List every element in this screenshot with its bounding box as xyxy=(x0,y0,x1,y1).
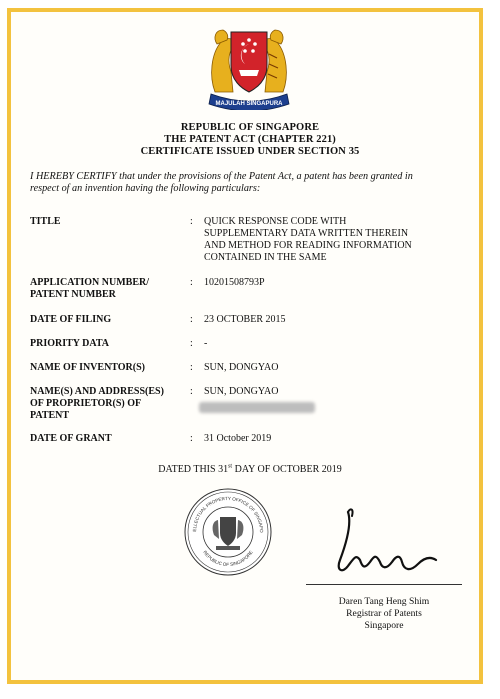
priority-data-value: - xyxy=(204,338,208,349)
dated-line: DATED THIS 31st DAY OF OCTOBER 2019 xyxy=(158,463,342,475)
crest-motto: MAJULAH SINGAPURA xyxy=(215,101,283,107)
inventor-colon: : xyxy=(190,362,193,373)
redacted-address xyxy=(199,402,315,413)
filing-date-value: 23 OCTOBER 2015 xyxy=(204,314,286,325)
header-section: CERTIFICATE ISSUED UNDER SECTION 35 xyxy=(140,146,360,157)
header-republic: REPUBLIC OF SINGAPORE xyxy=(180,122,320,133)
application-number-label: APPLICATION NUMBER/ PATENT NUMBER xyxy=(30,277,149,300)
registrar-name: Daren Tang Heng Shim xyxy=(338,596,430,607)
filing-date-label: DATE OF FILING xyxy=(30,314,112,325)
ipos-seal xyxy=(183,487,273,577)
application-colon: : xyxy=(190,277,193,288)
title-colon: : xyxy=(190,216,193,227)
registrar-signature xyxy=(326,504,446,584)
signature-line xyxy=(306,584,462,585)
proprietor-label: NAME(S) AND ADDRESS(ES) OF PROPRIETOR(S) OF PATENT xyxy=(30,386,164,421)
seal-bottom-text: REPUBLIC OF SINGAPORE xyxy=(202,549,254,568)
inventor-value: SUN, DONGYAO xyxy=(204,362,279,373)
singapore-coat-of-arms xyxy=(205,14,293,110)
proprietor-colon: : xyxy=(190,386,193,397)
seal-ring-text: ELLECTUAL PROPERTY OFFICE OF SINGAPO xyxy=(191,495,265,533)
registrar-place: Singapore xyxy=(364,620,404,631)
priority-colon: : xyxy=(190,338,193,349)
filing-colon: : xyxy=(190,314,193,325)
registrar-title: Registrar of Patents xyxy=(346,608,422,619)
header-act: THE PATENT ACT (CHAPTER 221) xyxy=(164,134,336,145)
grant-date-label: DATE OF GRANT xyxy=(30,433,112,444)
application-number-value: 10201508793P xyxy=(204,277,265,288)
inventor-label: NAME OF INVENTOR(S) xyxy=(30,362,146,373)
priority-data-label: PRIORITY DATA xyxy=(30,338,109,349)
certification-statement: I HEREBY CERTIFY that under the provisions of the Patent Act, a patent has been granted in respect of an invention having the following particulars: xyxy=(30,171,413,194)
grant-colon: : xyxy=(190,433,193,444)
grant-date-value: 31 October 2019 xyxy=(204,433,272,444)
title-value: QUICK RESPONSE CODE WITH SUPPLEMENTARY DATA WRITTEN THEREIN AND METHOD FOR READING INFORMATION CONTAINED IN THE SAME xyxy=(204,216,412,263)
proprietor-value: SUN, DONGYAO xyxy=(204,386,279,397)
title-label: TITLE xyxy=(30,216,61,227)
